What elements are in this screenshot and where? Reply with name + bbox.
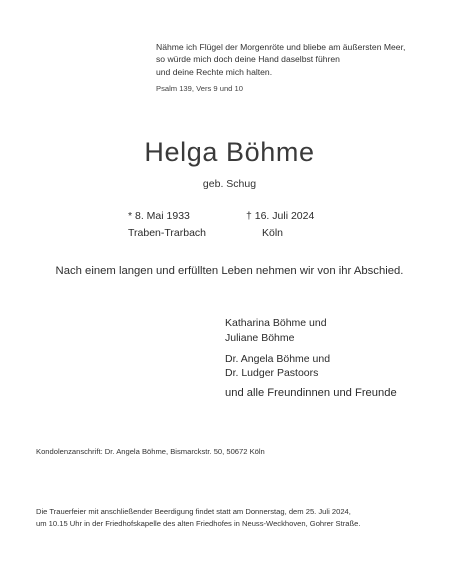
death-place: Köln bbox=[262, 227, 284, 239]
verse-source: Psalm 139, Vers 9 und 10 bbox=[156, 84, 243, 93]
mourner-name: Juliane Böhme bbox=[225, 331, 295, 344]
verse-line: und deine Rechte mich halten. bbox=[156, 66, 273, 77]
mourners-list bbox=[225, 316, 397, 399]
mourner-name: Dr. Angela Böhme und bbox=[225, 352, 331, 365]
mourner-name: Dr. Ludger Pastoors bbox=[225, 367, 319, 380]
death-date: † 16. Juli 2024 bbox=[246, 210, 315, 222]
bible-verse bbox=[156, 41, 405, 78]
verse-line: so würde mich doch deine Hand daselbst führen bbox=[156, 54, 340, 65]
verse-line: Nähme ich Flügel der Morgenröte und bliebe am äußersten Meer, bbox=[156, 42, 406, 52]
maiden-name: geb. Schug bbox=[202, 178, 257, 190]
birth-date: * 8. Mai 1933 bbox=[128, 210, 190, 222]
service-line: Die Trauerfeier mit anschließender Beerdigung findet statt am Donnerstag, dem 25. Juli 2024, bbox=[36, 507, 351, 516]
mourner-group bbox=[225, 316, 397, 346]
birth-info bbox=[128, 208, 206, 242]
deceased-name: Helga Böhme bbox=[144, 137, 315, 167]
birth-place: Traben-Trarbach bbox=[128, 227, 207, 239]
death-info bbox=[246, 208, 314, 242]
condolence-address: Kondolenzanschrift: Dr. Angela Böhme, Bismarckstr. 50, 50672 Köln bbox=[36, 447, 265, 456]
service-info bbox=[36, 506, 360, 531]
mourner-name: Katharina Böhme und bbox=[225, 317, 327, 329]
service-line: um 10.15 Uhr in der Friedhofskapelle des alten Friedhofes in Neuss-Weckhoven, Gohrer Straße. bbox=[36, 519, 361, 529]
mourner-group bbox=[225, 352, 397, 382]
farewell-text: Nach einem langen und erfüllten Leben nehmen wir von ihr Abschied. bbox=[55, 265, 404, 277]
mourners-closing: und alle Freundinnen und Freunde bbox=[225, 387, 397, 400]
